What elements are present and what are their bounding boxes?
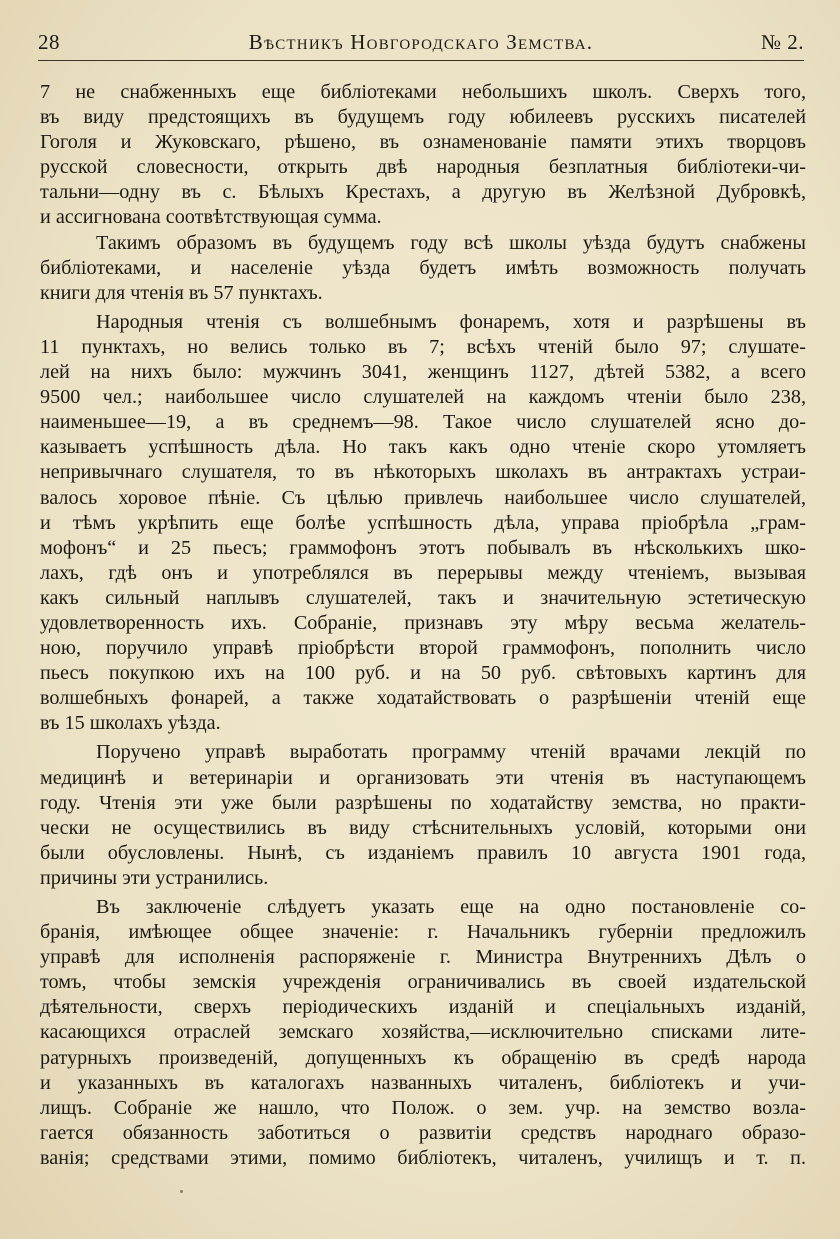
running-header [38,30,804,58]
text-line: Такимъ образомъ въ будущемъ году всѣ школы уѣзда будутъ снабжены [96,231,806,254]
issue-number: № 2. [760,30,804,54]
text-line: Народныя чтенія съ волшебнымъ фонаремъ, хотя и разрѣшены въ [96,310,806,333]
text-line: и указанныхъ въ каталогахъ названныхъ читаленъ, библіотекъ и учи- [40,1071,806,1094]
text-line: Поручено управѣ выработать программу чтеній врачами лекцій по [96,741,806,764]
paragraph [40,895,806,1171]
text-line: тальни—одну въ с. Бѣлыхъ Крестахъ, а другую въ Желѣзной Дубровкѣ, [40,181,806,204]
text-line: ною, поручило управѣ пріобрѣсти второй граммофонъ, пополнить число [40,637,806,660]
text-line: 7 не снабженныхъ еще библіотеками небольшихъ школъ. Сверхъ того, [40,81,806,103]
text-line: томъ, чтобы земскія учрежденія ограничивались въ своей издательской [40,971,806,994]
text-line: касающихся отраслей земскаго хозяйства,—исключительно списками лите- [40,1021,806,1044]
paragraph [40,80,806,231]
text-line: библіотеками, и населеніе уѣзда будетъ имѣть возможность получать [40,256,806,279]
text-line: причины эти устранились. [40,866,269,889]
text-line: въ 15 школахъ уѣзда. [40,712,221,735]
text-line: лищъ. Собраніе же нашло, что Полож. о зем. учр. на земство возла- [40,1096,806,1119]
text-line: ванія; средствами этими, помимо библіотекъ, читаленъ, училищъ и т. п. [40,1146,806,1169]
paragraph [40,740,806,891]
header-rule [38,60,804,61]
text-line: удовлетворенность ихъ. Собраніе, признавъ эту мѣру весьма желатель- [40,611,806,634]
text-line: книги для чтенія въ 57 пунктахъ. [40,281,323,304]
text-line: году. Чтенія эти уже были разрѣшены по ходатайству земства, но практи- [40,791,806,814]
paper-speck [180,1190,183,1193]
text-line: и ассигнована соотвѣтствующая сумма. [40,206,382,229]
text-line: казываетъ успѣшность дѣла. Но такъ какъ одно чтеніе скоро утомляетъ [40,436,806,459]
text-line: и тѣмъ укрѣпить еще болѣе успѣшность дѣла, управа пріобрѣла „грам- [40,511,806,534]
text-line: чески не осуществились въ виду стѣснительныхъ условій, которыми они [40,816,806,839]
text-line: 11 пунктахъ, но велись только въ 7; всѣхъ чтеній было 97; слушате- [40,335,806,358]
paragraph [40,231,806,306]
text-line: дѣятельности, сверхъ періодическихъ изданій и спеціальныхъ изданій, [40,996,806,1019]
text-line: управѣ для исполненія распоряженіе г. Министра Внутреннихъ Дѣлъ о [40,946,806,969]
text-line: валось хоровое пѣніе. Съ цѣлью привлечь наибольшее число слушателей, [40,486,806,509]
text-line: мофонъ“ и 25 пьесъ; граммофонъ этотъ побывалъ въ нѣсколькихъ шко- [40,536,806,559]
text-line: были обусловлены. Нынѣ, съ изданіемъ правилъ 10 августа 1901 года, [40,841,806,864]
text-line: лей на нихъ было: мужчинъ 3041, женщинъ 1127, дѣтей 5382, а всего [40,361,806,384]
text-line: 9500 чел.; наибольшее число слушателей на каждомъ чтеніи было 238, [40,386,806,409]
text-line: русской словесности, открыть двѣ народныя безплатныя библіотеки-чи- [40,156,806,179]
text-line: волшебныхъ фонарей, а также ходатайствовать о разрѣшеніи чтеній еще [40,687,806,710]
journal-title: Вѣстникъ Новгородскаго Земства. [248,30,594,54]
page-number: 28 [38,30,60,54]
text-line: непривычнаго слушателя, то въ нѣкоторыхъ школахъ въ антрактахъ устраи- [40,461,806,484]
text-line: Въ заключеніе слѣдуетъ указать еще на одно постановленіе со- [96,896,806,918]
text-line: медицинѣ и ветеринаріи и организовать эти чтенія въ наступающемъ [40,766,806,789]
text-line: наименьшее—19, а въ среднемъ—98. Такое число слушателей ясно до- [40,411,806,434]
text-line: ратурныхъ произведеній, допущенныхъ къ обращенію въ средѣ народа [40,1046,806,1069]
text-line: лахъ, гдѣ онъ и употреблялся въ перерывы между чтеніемъ, вызывая [40,561,806,584]
text-line: какъ сильный наплывъ слушателей, такъ и значительную эстетическую [40,586,806,609]
body-text [40,80,806,1171]
text-line: гается обязанность заботиться о развитіи средствъ народнаго образо- [40,1121,806,1144]
paragraph [40,310,806,737]
text-line: бранія, имѣющее общее значеніе: г. Начальникъ губерніи предложилъ [40,921,806,944]
text-line: Гоголя и Жуковскаго, рѣшено, въ ознаменованіе памяти этихъ творцовъ [40,131,806,154]
text-line: пьесъ покупкою ихъ на 100 руб. и на 50 руб. свѣтовыхъ картинъ для [40,662,806,685]
text-line: въ виду предстоящихъ въ будущемъ году юбилеевъ русскихъ писателей [40,106,806,129]
